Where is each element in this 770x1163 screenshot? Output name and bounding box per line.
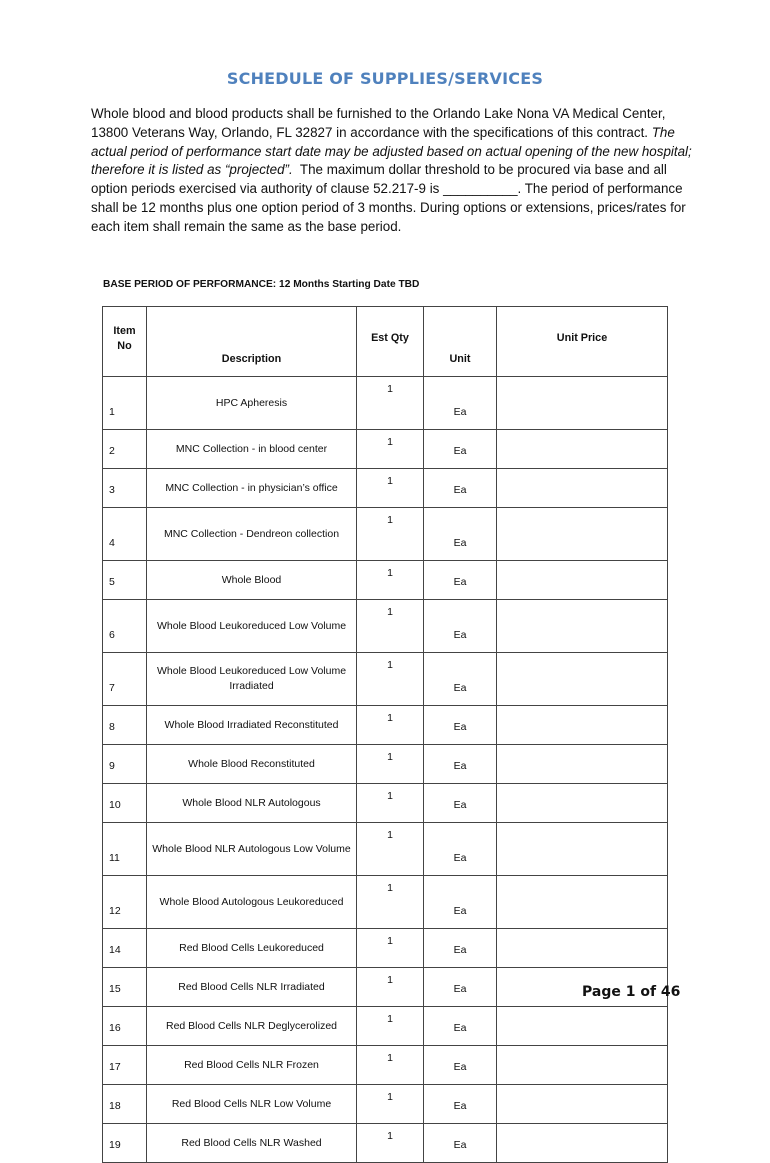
header-item-line2: No [117, 339, 132, 352]
est-qty-cell: 1 [357, 1124, 424, 1163]
description-cell: MNC Collection - in blood center [147, 430, 357, 469]
unit-cell: Ea [424, 745, 497, 784]
table-row [103, 745, 668, 784]
unit-cell: Ea [424, 1046, 497, 1085]
est-qty-cell: 1 [357, 377, 424, 430]
schedule-table [102, 306, 668, 1163]
description-cell: Red Blood Cells NLR Frozen [147, 1046, 357, 1085]
unit-price-cell [497, 1046, 668, 1085]
description-cell: MNC Collection - Dendreon collection [147, 508, 357, 561]
table-row [103, 706, 668, 745]
header-est-qty: Est Qty [357, 307, 424, 377]
item-no-cell: 8 [103, 706, 147, 745]
item-no-cell: 10 [103, 784, 147, 823]
description-cell: Red Blood Cells Leukoreduced [147, 929, 357, 968]
est-qty-cell: 1 [357, 561, 424, 600]
header-unit-price: Unit Price [497, 307, 668, 377]
item-no-cell: 19 [103, 1124, 147, 1163]
item-no-cell: 18 [103, 1085, 147, 1124]
table-row [103, 929, 668, 968]
item-no-cell: 17 [103, 1046, 147, 1085]
unit-cell: Ea [424, 929, 497, 968]
item-no-cell: 6 [103, 600, 147, 653]
table-row [103, 1007, 668, 1046]
unit-cell: Ea [424, 600, 497, 653]
intro-text-part2: The maximum dollar threshold to be procured via base and all option periods exercised via authority of clause 52.217-9 is __________. The period of performance shall be 12 months plus one option period of 3 months. During options or extensions, prices/rates for each item shall remain the same as the base period. [91, 162, 686, 234]
unit-price-cell [497, 1124, 668, 1163]
item-no-cell: 1 [103, 377, 147, 430]
table-row [103, 377, 668, 430]
unit-price-cell [497, 653, 668, 706]
unit-price-cell [497, 430, 668, 469]
item-no-cell: 7 [103, 653, 147, 706]
unit-price-cell [497, 706, 668, 745]
unit-cell: Ea [424, 706, 497, 745]
page-number: Page 1 of 46 [582, 984, 681, 1000]
unit-price-cell [497, 377, 668, 430]
est-qty-cell: 1 [357, 600, 424, 653]
item-no-cell: 3 [103, 469, 147, 508]
description-cell: Whole Blood NLR Autologous Low Volume [147, 823, 357, 876]
table-row [103, 508, 668, 561]
unit-price-cell [497, 784, 668, 823]
unit-price-cell [497, 745, 668, 784]
item-no-cell: 4 [103, 508, 147, 561]
base-period-heading: BASE PERIOD OF PERFORMANCE: 12 Months Starting Date TBD [103, 279, 420, 290]
page-title: SCHEDULE OF SUPPLIES/SERVICES [226, 69, 544, 88]
unit-cell: Ea [424, 561, 497, 600]
est-qty-cell: 1 [357, 469, 424, 508]
est-qty-cell: 1 [357, 508, 424, 561]
table-row [103, 430, 668, 469]
description-cell: Red Blood Cells NLR Deglycerolized [147, 1007, 357, 1046]
table-row [103, 469, 668, 508]
table-body [103, 377, 668, 1163]
description-cell: Whole Blood Leukoreduced Low Volume Irradiated [147, 653, 357, 706]
est-qty-cell: 1 [357, 653, 424, 706]
table-row [103, 823, 668, 876]
est-qty-cell: 1 [357, 430, 424, 469]
unit-price-cell [497, 600, 668, 653]
table-row [103, 876, 668, 929]
description-cell: Whole Blood Autologous Leukoreduced [147, 876, 357, 929]
description-cell: Red Blood Cells NLR Low Volume [147, 1085, 357, 1124]
header-item-no [103, 307, 147, 377]
est-qty-cell: 1 [357, 706, 424, 745]
unit-cell: Ea [424, 469, 497, 508]
description-cell: Red Blood Cells NLR Washed [147, 1124, 357, 1163]
description-cell: Whole Blood [147, 561, 357, 600]
table-row [103, 784, 668, 823]
unit-price-cell [497, 469, 668, 508]
intro-paragraph [91, 105, 703, 237]
est-qty-cell: 1 [357, 1046, 424, 1085]
header-item-line1: Item [113, 324, 136, 337]
unit-cell: Ea [424, 968, 497, 1007]
description-cell: Whole Blood Irradiated Reconstituted [147, 706, 357, 745]
description-cell: Whole Blood NLR Autologous [147, 784, 357, 823]
table-row [103, 1085, 668, 1124]
item-no-cell: 5 [103, 561, 147, 600]
table-row [103, 1046, 668, 1085]
unit-price-cell [497, 561, 668, 600]
item-no-cell: 11 [103, 823, 147, 876]
unit-cell: Ea [424, 508, 497, 561]
est-qty-cell: 1 [357, 968, 424, 1007]
table-row [103, 1124, 668, 1163]
intro-text-italic: The actual period of performance start date may be adjusted based on actual opening of the new hospital; therefore it is listed as “projected”. [91, 124, 692, 178]
item-no-cell: 14 [103, 929, 147, 968]
unit-cell: Ea [424, 1124, 497, 1163]
unit-price-cell [497, 508, 668, 561]
est-qty-cell: 1 [357, 1085, 424, 1124]
unit-cell: Ea [424, 784, 497, 823]
description-cell: Red Blood Cells NLR Irradiated [147, 968, 357, 1007]
est-qty-cell: 1 [357, 823, 424, 876]
header-unit: Unit [424, 307, 497, 377]
unit-cell: Ea [424, 377, 497, 430]
item-no-cell: 9 [103, 745, 147, 784]
description-cell: HPC Apheresis [147, 377, 357, 430]
est-qty-cell: 1 [357, 1007, 424, 1046]
unit-price-cell [497, 1085, 668, 1124]
unit-cell: Ea [424, 1007, 497, 1046]
item-no-cell: 16 [103, 1007, 147, 1046]
item-no-cell: 15 [103, 968, 147, 1007]
unit-cell: Ea [424, 823, 497, 876]
unit-price-cell [497, 876, 668, 929]
unit-cell: Ea [424, 653, 497, 706]
unit-price-cell [497, 823, 668, 876]
intro-text-part1: Whole blood and blood products shall be furnished to the Orlando Lake Nona VA Medical Center, 13800 Veterans Way, Orlando, FL 32827 in accordance with the specifications of this contract. [91, 106, 666, 140]
est-qty-cell: 1 [357, 929, 424, 968]
description-cell: MNC Collection - in physician’s office [147, 469, 357, 508]
est-qty-cell: 1 [357, 876, 424, 929]
description-cell: Whole Blood Reconstituted [147, 745, 357, 784]
unit-price-cell [497, 929, 668, 968]
unit-price-cell [497, 1007, 668, 1046]
est-qty-cell: 1 [357, 784, 424, 823]
header-description: Description [147, 307, 357, 377]
table-row [103, 600, 668, 653]
est-qty-cell: 1 [357, 745, 424, 784]
table-header-row [103, 307, 668, 377]
table-row [103, 653, 668, 706]
description-cell: Whole Blood Leukoreduced Low Volume [147, 600, 357, 653]
table-row [103, 561, 668, 600]
unit-cell: Ea [424, 430, 497, 469]
unit-cell: Ea [424, 876, 497, 929]
unit-cell: Ea [424, 1085, 497, 1124]
item-no-cell: 12 [103, 876, 147, 929]
item-no-cell: 2 [103, 430, 147, 469]
